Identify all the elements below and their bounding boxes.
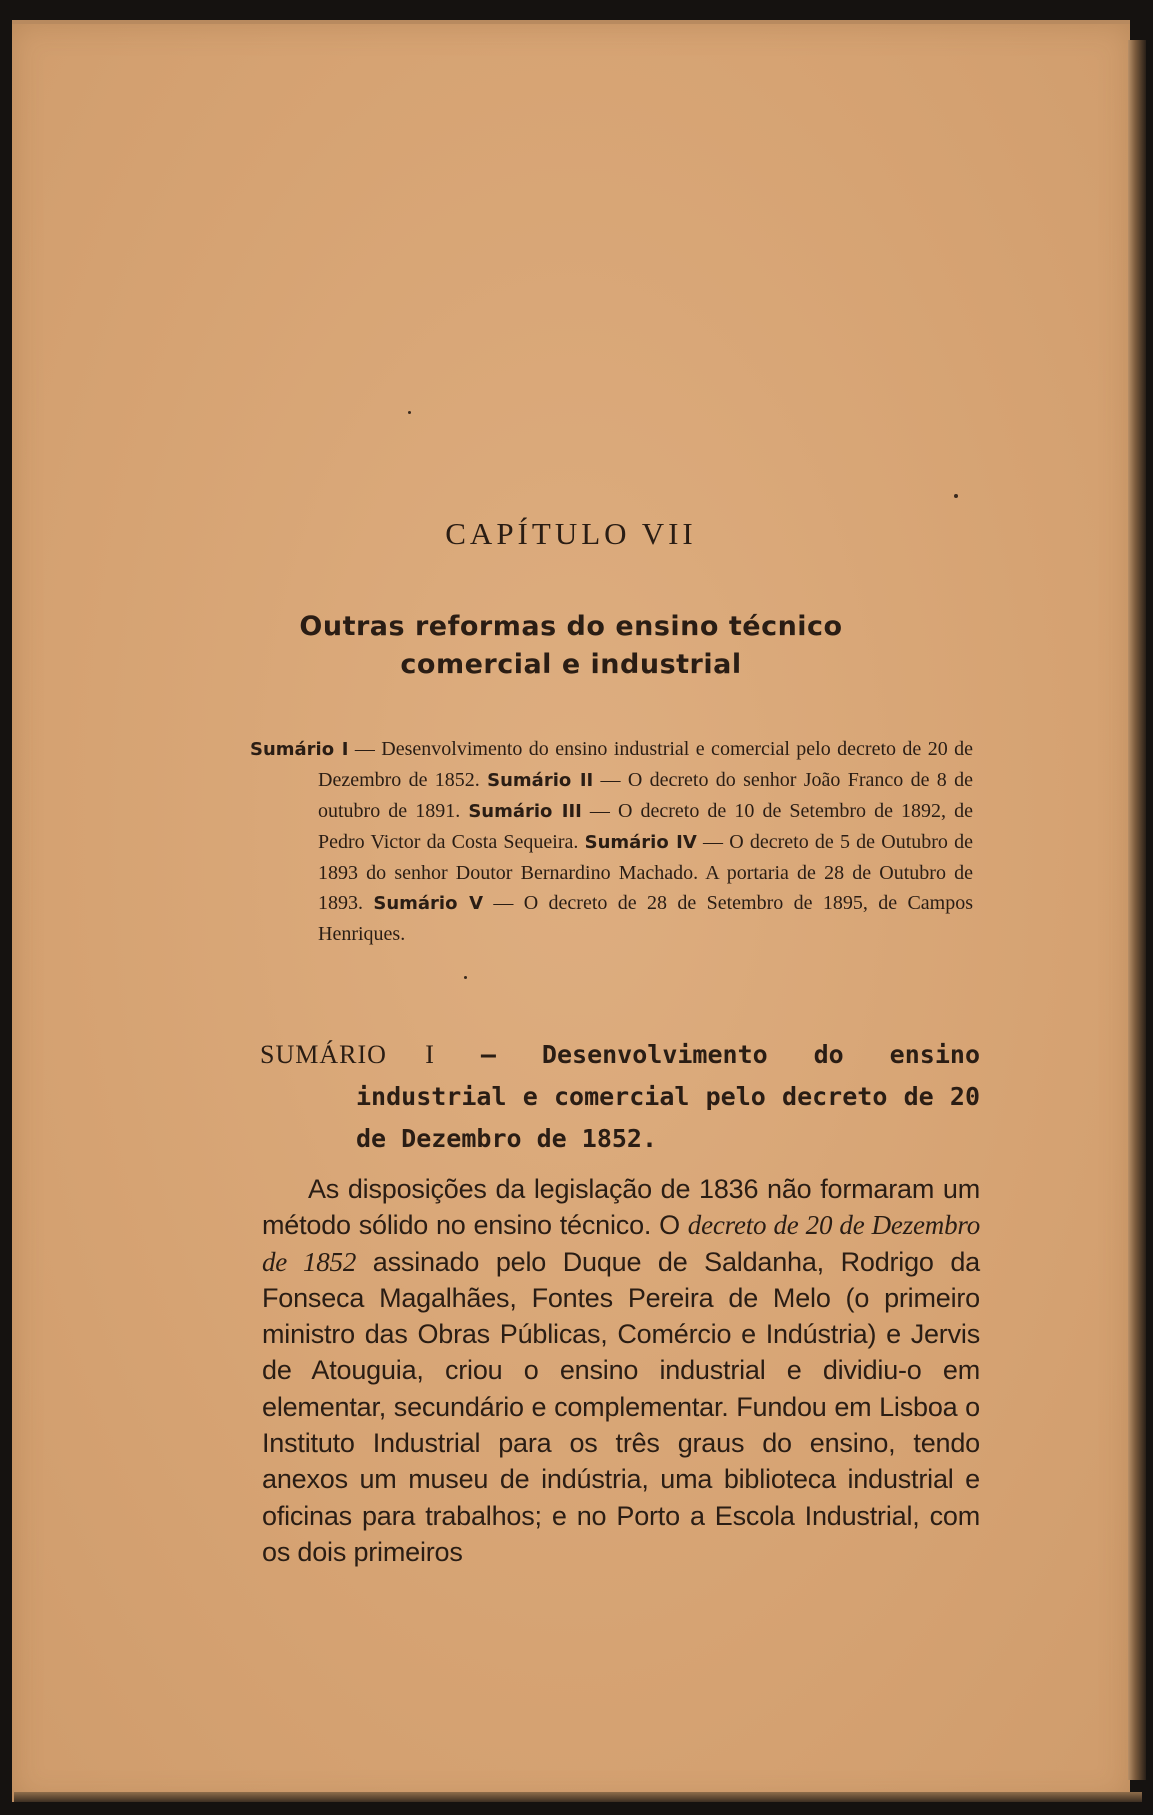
chapter-number: CAPÍTULO VII [445,516,697,551]
page-edge-bottom [14,1792,1142,1802]
summary-text-1: — Desenvolvimento do ensino industrial e comercial pelo decreto de 20 de Dezembro de 1852. [318,738,973,791]
chapter-title-line-2: comercial e industrial [400,649,742,680]
summary-label-5: Sumário V [373,893,484,914]
section-label: SUMÁRIO I [260,1040,435,1069]
chapter-title [12,608,1130,684]
summary-text-3: — O decreto de 10 de Setembro de 1892, de Pedro Victor da Costa Sequeira. [318,800,974,853]
paper-speck [464,976,467,979]
paper-speck [408,411,411,414]
section-heading [260,1034,980,1160]
body-text-part-2: assinado pelo Duque de Saldanha, Rodrigo da Fonseca Magalhães, Fontes Pereira de Melo (o primeiro ministro das Obras Públicas, Comércio e Indústria) e Jervis de Atouguia, criou o ensino industrial e dividiu-o em elementar, secundário e complementar. Fundou em Lisboa o Instituto Industrial para os três graus do ensino, tendo anexos um museu de indústria, uma biblioteca industrial e oficinas para trabalhos; e no Porto a Escola Industrial, com os dois primeiros [262,1246,980,1567]
body-paragraph [262,1171,980,1570]
book-page [12,20,1130,1802]
summary-label-1: Sumário I [250,739,349,760]
summary-label-3: Sumário III [468,801,582,822]
section-heading-text: — Desenvolvimento do ensino industrial e comercial pelo decreto de 20 de Dezembro de 1852. [356,1040,980,1153]
body-text-part-1: As disposições da legislação de 1836 não formaram um método sólido no ensino técnico. O [262,1174,980,1241]
summary-label-2: Sumário II [487,770,594,791]
summary-text-2: — O decreto do senhor João Franco de 8 de outubro de 1891. [318,769,973,822]
paper-speck [954,494,958,498]
chapter-summary [250,734,973,949]
summary-text-5: — O decreto de 28 de Setembro de 1895, de Campos Henriques. [318,892,974,945]
page-edge-right [1128,40,1146,1780]
body-text-italic: decreto de 20 de Dezembro de 1852 [262,1210,981,1277]
summary-text-4: — O decreto de 5 de Outubro de 1893 do senhor Doutor Bernardino Machado. A portaria de 28 de Outubro de 1893. [318,831,973,914]
summary-label-4: Sumário IV [584,832,697,853]
chapter-title-line-1: Outras reformas do ensino técnico [299,611,843,642]
